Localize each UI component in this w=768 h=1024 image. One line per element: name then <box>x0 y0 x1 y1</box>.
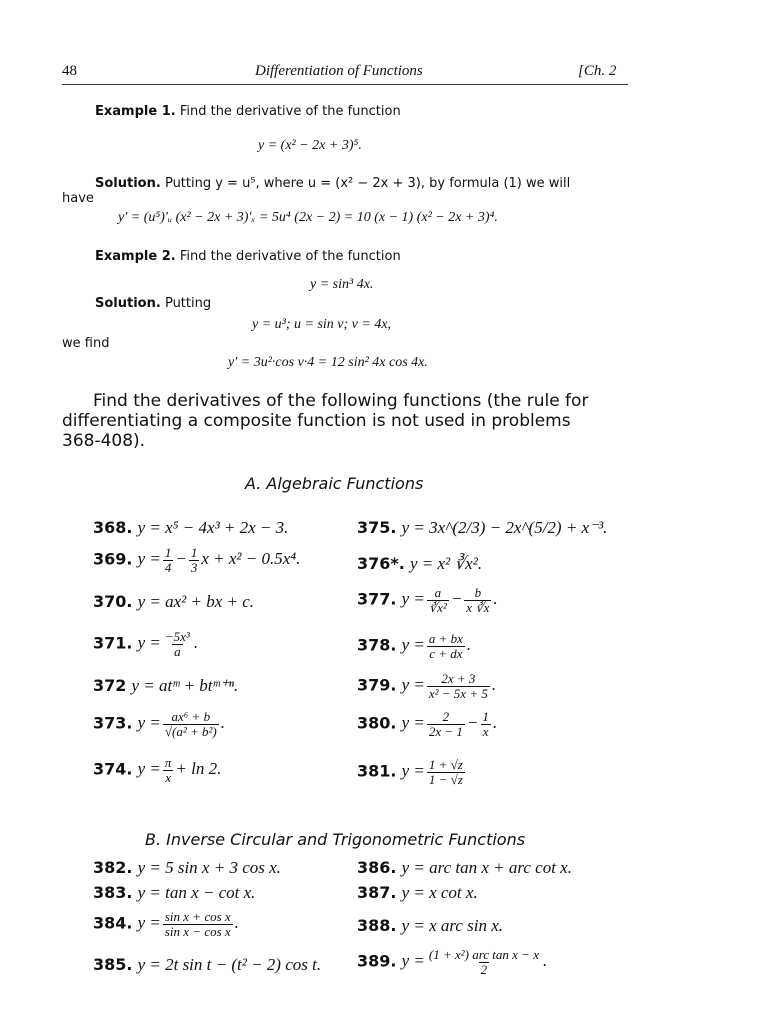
problem-number: 378. <box>357 635 397 655</box>
example1-line <box>95 104 401 119</box>
problem-expression <box>401 709 498 739</box>
problem-number: 370. <box>93 592 133 611</box>
problem-number: 368. <box>93 518 133 537</box>
problem-374 <box>93 756 221 785</box>
problem-378 <box>357 632 471 661</box>
numerator: (1 + x²) arc tan x − x <box>428 947 539 962</box>
intro-line-1: Find the derivatives of the following functions (the rule for <box>93 391 589 411</box>
problem-number: 389. <box>357 951 397 971</box>
section-b-title: B. Inverse Circular and Trigonometric Functions <box>145 830 526 849</box>
page-number: 48 <box>62 63 77 79</box>
denominator: 4 <box>164 560 172 575</box>
problem-expression: y = ax² + bx + c. <box>137 592 255 611</box>
numerator: b <box>474 585 482 600</box>
problem-expression <box>401 631 472 661</box>
numerator: π <box>164 755 172 770</box>
fraction <box>427 948 541 977</box>
expr-post: . <box>193 633 199 653</box>
problem-expression: y = tan x − cot x. <box>137 883 256 902</box>
problem-373 <box>93 710 225 739</box>
problem-expression: y = 5 sin x + 3 cos x. <box>137 858 281 877</box>
problem-expression <box>401 585 498 615</box>
problem-expression: y = x⁵ − 4x³ + 2x − 3. <box>137 518 289 537</box>
example1-solution-text: Putting y = u⁵, where u = (x² − 2x + 3), by formula (1) we will <box>164 176 571 191</box>
denominator: x <box>165 770 171 785</box>
problem-expression <box>137 755 222 785</box>
problem-expression <box>137 545 301 575</box>
problem-370 <box>93 592 254 612</box>
problem-387 <box>357 883 478 903</box>
denominator: x ∛x <box>466 600 490 615</box>
numerator: 1 + √z <box>428 757 463 772</box>
expr-post: . <box>492 713 498 733</box>
numerator: ax⁶ + b <box>171 709 211 724</box>
fraction <box>427 672 490 701</box>
fraction <box>427 710 465 739</box>
problem-number: 385. <box>93 955 133 974</box>
denominator: 1 − √z <box>428 772 463 787</box>
expr-pre: y = <box>401 713 425 733</box>
problem-379 <box>357 672 496 701</box>
numerator: −5x³ <box>164 629 190 644</box>
problem-372 <box>93 676 238 696</box>
expr-pre: y = <box>137 633 161 653</box>
expr-post: x + x² − 0.5x⁴. <box>201 549 301 569</box>
fraction <box>163 710 219 739</box>
problem-number: 383. <box>93 883 133 902</box>
expr-post: . <box>493 589 498 609</box>
fraction <box>427 632 465 661</box>
problem-expression: y = x² ∛x². <box>409 554 483 573</box>
problem-368 <box>93 518 288 538</box>
expr-post: . <box>542 951 548 971</box>
problem-383 <box>93 883 255 903</box>
expr-post: + ln 2. <box>175 759 222 779</box>
problem-386 <box>357 858 572 878</box>
expr-post: . <box>491 675 497 695</box>
denominator: a <box>174 644 181 659</box>
example2-substitution: y = u³; u = sin v; v = 4x, <box>252 317 392 332</box>
problem-expression <box>137 709 225 739</box>
numerator: 1 <box>164 545 172 560</box>
problem-expression <box>137 909 239 939</box>
problem-expression: y = x arc sin x. <box>401 916 504 935</box>
problem-number: 373. <box>93 713 133 733</box>
fraction <box>480 710 491 739</box>
problem-380 <box>357 710 497 739</box>
problem-382 <box>93 858 281 878</box>
problem-number: 388. <box>357 916 397 935</box>
example1-label: Example 1. <box>95 104 176 119</box>
fraction <box>163 756 174 785</box>
expr-pre: y = <box>401 635 425 655</box>
problem-number: 377. <box>357 589 397 609</box>
expr-pre: y = <box>401 761 425 781</box>
numerator: 2 <box>442 709 450 724</box>
example1-text: Find the derivative of the function <box>179 104 401 119</box>
problem-number: 372 <box>93 676 127 695</box>
problem-expression <box>401 947 548 977</box>
example1-solution-line <box>95 176 570 191</box>
expr-pre: y = <box>401 951 425 971</box>
numerator: a <box>434 585 442 600</box>
denominator: √(a² + b²) <box>164 724 217 739</box>
problem-385 <box>93 955 321 975</box>
numerator: 1 <box>482 709 489 724</box>
expr-pre: y = <box>137 549 161 569</box>
fraction <box>163 546 174 575</box>
example2-we-find: we find <box>62 336 110 351</box>
problem-number: 371. <box>93 633 133 653</box>
expr-mid: − <box>175 549 187 569</box>
numerator: sin x + cos x <box>164 909 231 924</box>
denominator: ∛x² <box>428 600 447 615</box>
numerator: a + bx <box>428 631 463 646</box>
example1-solution-label: Solution. <box>95 176 161 191</box>
expr-pre: y = <box>137 913 161 933</box>
example1-solution-text-2: have <box>62 191 94 206</box>
section-a-title: A. Algebraic Functions <box>245 474 424 493</box>
problem-expression: y = x cot x. <box>401 883 478 902</box>
expr-pre: y = <box>401 589 425 609</box>
problem-expression: y = atᵐ + btᵐ⁺ⁿ. <box>131 676 239 695</box>
problem-expression: y = 3x^(2/3) − 2x^(5/2) + x⁻³. <box>401 518 608 537</box>
fraction <box>163 910 233 939</box>
header-rule <box>62 84 628 85</box>
expr-mid: − <box>466 713 479 733</box>
fraction <box>163 630 192 659</box>
problem-number: 374. <box>93 759 133 779</box>
fraction <box>189 546 200 575</box>
example2-line <box>95 249 401 264</box>
expr-post: . <box>234 913 239 933</box>
denominator: sin x − cos x <box>164 924 231 939</box>
example2-label: Example 2. <box>95 249 176 264</box>
problem-number: 379. <box>357 675 397 695</box>
chapter-label: [Ch. 2 <box>578 63 617 79</box>
denominator: 2x − 1 <box>428 724 463 739</box>
fraction <box>427 586 449 615</box>
running-title: Differentiation of Functions <box>255 63 423 79</box>
example2-solution-label: Solution. <box>95 296 161 311</box>
example2-result: y′ = 3u²·cos v·4 = 12 sin² 4x cos 4x. <box>228 355 428 370</box>
problem-375 <box>357 518 607 538</box>
problem-377 <box>357 586 498 615</box>
problem-number: 369. <box>93 549 133 569</box>
problem-expression <box>401 671 497 701</box>
problem-number: 381. <box>357 761 397 781</box>
example2-solution-text: Putting <box>164 296 212 311</box>
denominator: 3 <box>190 560 198 575</box>
expr-pre: y = <box>137 713 161 733</box>
problem-expression <box>137 629 199 659</box>
problem-369 <box>93 546 300 575</box>
fraction <box>427 758 465 787</box>
denominator: x <box>482 724 489 739</box>
expr-mid: − <box>450 589 463 609</box>
denominator: x² − 5x + 5 <box>428 686 488 701</box>
problem-number: 375. <box>357 518 397 537</box>
example2-text: Find the derivative of the function <box>179 249 401 264</box>
denominator: 2 <box>480 962 488 977</box>
intro-line-2: differentiating a composite function is not used in problems <box>62 411 571 431</box>
problem-number: 380. <box>357 713 397 733</box>
problem-number: 376*. <box>357 554 405 573</box>
expr-post: . <box>466 635 472 655</box>
problem-expression <box>401 757 467 787</box>
problem-384 <box>93 910 239 939</box>
fraction <box>464 586 491 615</box>
problem-expression: y = 2t sin t − (t² − 2) cos t. <box>137 955 322 974</box>
problem-number: 382. <box>93 858 133 877</box>
expr-pre: y = <box>137 759 161 779</box>
problem-number: 387. <box>357 883 397 902</box>
problem-389 <box>357 948 547 977</box>
expr-post: . <box>220 713 225 733</box>
example2-function: y = sin³ 4x. <box>310 277 374 292</box>
intro-line-3: 368-408). <box>62 431 146 451</box>
problem-381 <box>357 758 467 787</box>
problem-388 <box>357 916 503 936</box>
denominator: c + dx <box>429 646 463 661</box>
expr-pre: y = <box>401 675 425 695</box>
example1-result: y′ = (u⁵)′ᵤ (x² − 2x + 3)′ₓ = 5u⁴ (2x − 2) = 10 (x − 1) (x² − 2x + 3)⁴. <box>118 210 498 225</box>
problem-expression: y = arc tan x + arc cot x. <box>401 858 572 877</box>
example1-function: y = (x² − 2x + 3)⁵. <box>258 138 362 153</box>
example2-solution-line <box>95 296 211 311</box>
problem-number: 386. <box>357 858 397 877</box>
problem-376 <box>357 554 482 574</box>
numerator: 2x + 3 <box>441 671 476 686</box>
problem-371 <box>93 630 198 659</box>
problem-number: 384. <box>93 913 133 933</box>
numerator: 1 <box>190 545 198 560</box>
